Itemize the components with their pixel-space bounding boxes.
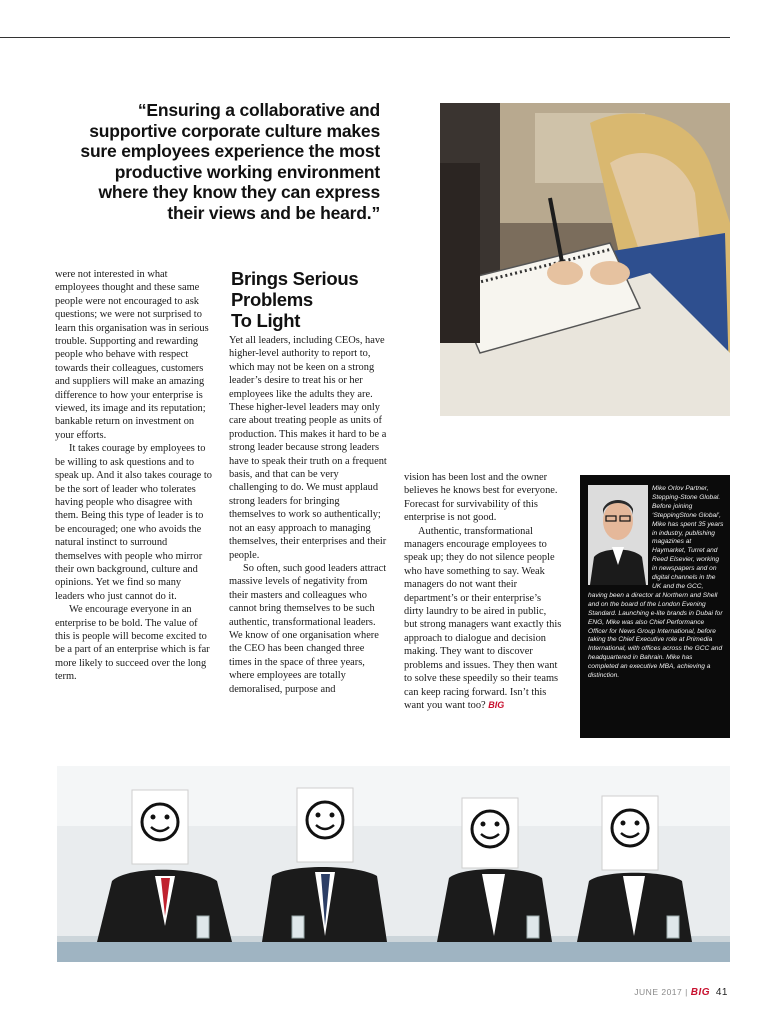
magazine-logo: BIG	[690, 987, 710, 998]
page-number: 41	[715, 987, 728, 998]
author-bio-copy: Mike Orlov Partner, Stepping-Stone Global. Before joining ‘SteppingStone Global’, Mike has spent 35 years in industry, publishing magazines at Haymarket, Turret and Reed Elsevier, working in newspapers and on digital channels in the UK and the GCC, having been a director at Northern and Shell and on the board of the London Evening Standard. Launching e-lite brands in Dubai for ENG, Mike was also Chief Performance Officer for News Group International, before taking the Chief Executive role at Primedia International, with offices across the GCC and headquartered in Bahrain. Mike has completed an executive MBA, achieving a distinction.	[588, 485, 724, 680]
photo-smiley-face-panel	[57, 766, 730, 962]
issue-date: JUNE 2017 |	[634, 987, 688, 997]
column-3-closing-text: Authentic, transformational managers encourage employees to speak up; they do not silence people who have something to say. Weak managers do not want their department’s or their enterprise’s dirty laundry to be aired in public, but strong managers want exactly this approach to dialogue and decision making. They want to discover problems and issues. They then want to solve these speedily so their teams can keep racing forward. Isn’t this want you want too?	[404, 525, 562, 711]
pull-quote	[50, 100, 380, 223]
column-1-paragraph: It takes courage by employees to be willing to ask questions and to speak up. And it also takes courage to be the sort of leader who tolerates having people who disagree with them. Being this type of leader is to be encouraged; one who avoids the natural instinct to surround themselves with people who mirror their own background, culture and opinions. Yet we find so many leaders who just cannot do it.	[55, 443, 212, 602]
photo-smiley-face-illustration	[57, 766, 730, 962]
column-3-paragraph: vision has been lost and the owner believes he knows best for everyone. Forecast for survivability of this enterprise is not good.	[404, 472, 558, 524]
end-mark: BIG	[488, 699, 505, 710]
photo-woman-writing-illustration	[440, 103, 730, 416]
photo-woman-writing	[440, 103, 730, 416]
headline-line: To Light	[231, 310, 301, 331]
column-1-paragraph: were not interested in what employees thought and these same people were not encouraged to ask questions; we were not surprised to learn this organisation was in serious trouble. Supporting and rewarding people who behave with respect towards their colleagues, customers and suppliers will make an amazing difference to how your enterprise is viewed, its image and its reputation; bankable return on investment on your efforts.	[55, 269, 209, 441]
column-2-paragraph: So often, such good leaders attract massive levels of negativity from their masters and colleagues who cannot bring themselves to be such authentic, transformational leaders. We know of one organisation where the CEO has been changed three times in the space of three years, where employees are totally demoralised, purpose and	[229, 562, 387, 695]
author-bio-text	[588, 485, 724, 681]
headline-line: Brings Serious	[231, 268, 359, 289]
pull-quote-line: where they know they can express	[98, 182, 380, 202]
pull-quote-line: their views and be heard.”	[167, 202, 380, 223]
headline-line: Problems	[231, 289, 313, 310]
column-2-paragraph: Yet all leaders, including CEOs, have higher-level authority to report to, which may not be keen on a strong leader’s desire to treat his or her employees like the adults they are. These higher-level leaders may only care about treating people as units of production. This makes it hard to be a strong leader because strong leaders have to speak their truth on a frequent basis, and that can be very challenging to do. We must applaud strong leaders for bringing themselves to work so authentically; not an easy approach to managing themselves, their enterprises and their people.	[229, 335, 387, 561]
pull-quote-line: “Ensuring a collaborative and	[137, 100, 380, 120]
top-rule	[0, 37, 730, 38]
column-3-paragraph	[404, 525, 562, 713]
page-footer	[634, 987, 728, 998]
pull-quote-line: sure employees experience the most	[80, 141, 380, 161]
column-1	[55, 268, 213, 684]
pull-quote-line: supportive corporate culture makes	[89, 120, 380, 141]
column-2	[229, 334, 387, 696]
section-headline	[231, 268, 391, 331]
author-bio-box	[580, 475, 730, 738]
column-1-paragraph: We encourage everyone in an enterprise to be bold. The value of this is people will become excited to be a part of an enterprise which is far more likely to succeed over the long term.	[55, 604, 210, 683]
column-3	[404, 471, 562, 712]
pull-quote-line: productive working environment	[114, 161, 380, 182]
